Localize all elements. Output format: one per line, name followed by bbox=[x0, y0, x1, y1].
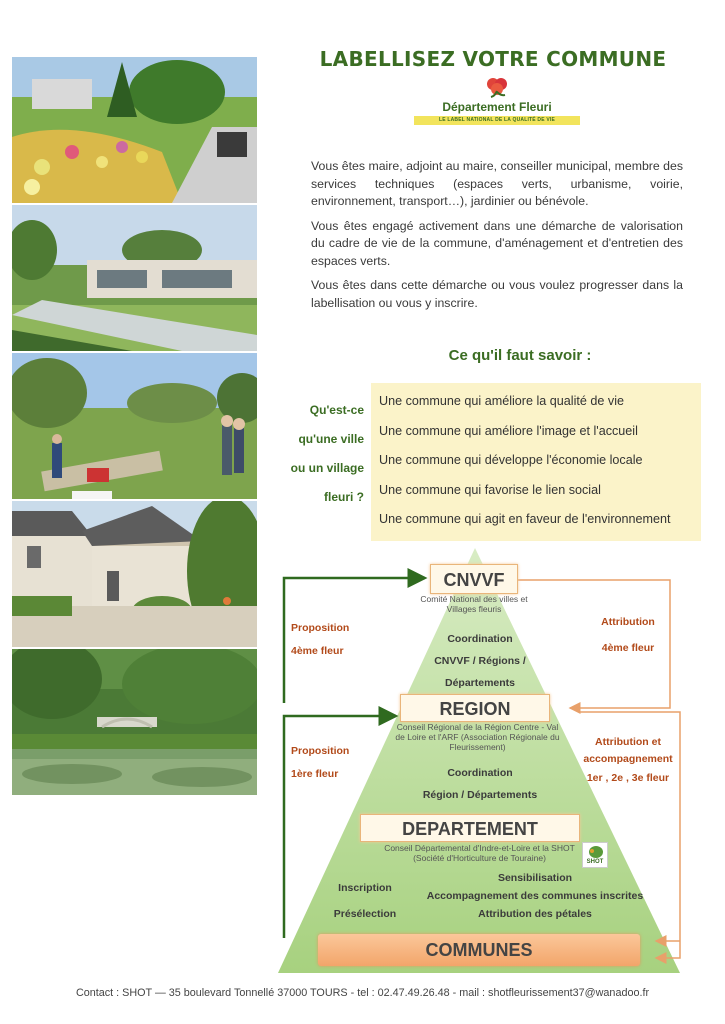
cnvvf-text-line: CNVVF / Régions / bbox=[434, 655, 526, 667]
contact-footer: Contact : SHOT — 35 boulevard Tonnellé 37000 TOURS - tel : 02.47.49.26.48 - mail : shotfleurissement37@wanadoo.fr bbox=[75, 987, 650, 999]
intro-paragraph-2: Vous êtes engagé activement dans une démarche de valorisation du cadre de vie de la commune, d'aménagement et d'entretien des espaces verts. bbox=[311, 218, 683, 268]
logo-tagline: LE LABEL NATIONAL DE LA QUALITÉ DE VIE bbox=[414, 116, 580, 125]
level-cnvvf bbox=[430, 564, 518, 594]
photo-pond-bridge bbox=[12, 649, 257, 795]
definition-item: Une commune qui agit en faveur de l'environnement bbox=[379, 512, 671, 526]
definition-item: Une commune qui améliore la qualité de vie bbox=[379, 394, 625, 408]
photo-old-house bbox=[12, 501, 257, 647]
level-region-sub: Conseil Régional de la Région Centre - Val de Loire et l'ARF (Association Régionale du Fleurissement) bbox=[395, 722, 560, 752]
definition-item: Une commune qui favorise le lien social bbox=[379, 482, 601, 497]
cnvvf-text-line: Coordination bbox=[447, 633, 513, 645]
question-text bbox=[282, 396, 364, 512]
level-departement-label: DEPARTEMENT bbox=[402, 819, 538, 839]
level-region-label: REGION bbox=[439, 699, 511, 719]
level-communes-label: COMMUNES bbox=[425, 940, 533, 960]
photo-building-water bbox=[12, 205, 257, 351]
proposition-title: Proposition bbox=[291, 622, 350, 634]
departement-text-line: Sensibilisation bbox=[497, 872, 573, 884]
attribution-4-label bbox=[592, 612, 664, 658]
proposition-title: Proposition bbox=[291, 745, 350, 757]
label-pyramid bbox=[270, 548, 690, 978]
definition-box bbox=[371, 383, 701, 541]
cnvvf-text bbox=[400, 628, 560, 694]
region-text bbox=[380, 762, 580, 806]
level-communes bbox=[318, 934, 640, 966]
definition-item: Une commune qui développe l'économie locale bbox=[379, 453, 643, 467]
level-cnvvf-label: CNVVF bbox=[443, 570, 505, 590]
proposition-sub: 4ème fleur bbox=[291, 645, 344, 657]
photo-column bbox=[12, 57, 257, 797]
attribution-title: Attribution et accompagnement bbox=[583, 736, 673, 765]
photo-flower-garden bbox=[12, 57, 257, 203]
intro-text bbox=[311, 158, 683, 319]
flower-icon bbox=[485, 76, 509, 98]
shot-logo-text: SHOT bbox=[586, 859, 604, 865]
level-departement bbox=[360, 814, 580, 842]
question-line: qu'une ville bbox=[298, 432, 364, 446]
attribution-123-label bbox=[582, 734, 674, 787]
proposition-1-label bbox=[291, 741, 349, 784]
region-text-line: Région / Départements bbox=[422, 789, 538, 801]
attribution-sub: 1er , 2e , 3e fleur bbox=[586, 772, 670, 784]
intro-paragraph-1: Vous êtes maire, adjoint au maire, conseiller municipal, membre des services techniques (espaces verts, urbanisme, voirie, environnement, transport…), jardinier ou bénévole. bbox=[311, 159, 683, 208]
proposition-4-label bbox=[291, 618, 349, 661]
photo-volunteers bbox=[12, 353, 257, 499]
departement-text bbox=[420, 869, 650, 923]
shot-leaf-icon bbox=[583, 843, 609, 869]
definition-item: Une commune qui améliore l'image et l'accueil bbox=[379, 423, 638, 438]
attribution-sub: 4ème fleur bbox=[601, 642, 655, 654]
level-region bbox=[400, 694, 550, 722]
proposition-sub: 1ère fleur bbox=[291, 768, 339, 780]
logo-name: Département Fleuri bbox=[442, 100, 552, 114]
cnvvf-text-line: Départements bbox=[444, 677, 516, 689]
attribution-title: Attribution bbox=[601, 616, 655, 628]
level-cnvvf-sub: Comité National des villes et Villages fleuris bbox=[420, 594, 528, 614]
question-line: ou un village bbox=[290, 461, 364, 475]
communes-text bbox=[325, 875, 405, 927]
intro-paragraph-3: Vous êtes dans cette démarche ou vous voulez progresser dans la labellisation ou vous y inscrire. bbox=[311, 278, 683, 310]
level-departement-sub: Conseil Départemental d'Indre-et-Loire et la SHOT (Société d'Horticulture de Touraine) bbox=[384, 843, 575, 863]
shot-logo bbox=[582, 842, 608, 868]
communes-text-line: Présélection bbox=[333, 908, 397, 920]
savoir-title: Ce qu'il faut savoir : bbox=[448, 347, 592, 364]
departement-text-line: Accompagnement des communes inscrites bbox=[426, 890, 644, 902]
region-text-line: Coordination bbox=[447, 767, 513, 779]
page-title: LABELLISEZ VOTRE COMMUNE bbox=[319, 47, 667, 71]
departement-text-line: Attribution des pétales bbox=[478, 908, 592, 920]
departement-fleuri-logo bbox=[412, 76, 582, 128]
question-line: fleuri ? bbox=[323, 490, 364, 504]
question-line: Qu'est-ce bbox=[309, 403, 364, 417]
communes-text-line: Inscription bbox=[338, 882, 392, 894]
